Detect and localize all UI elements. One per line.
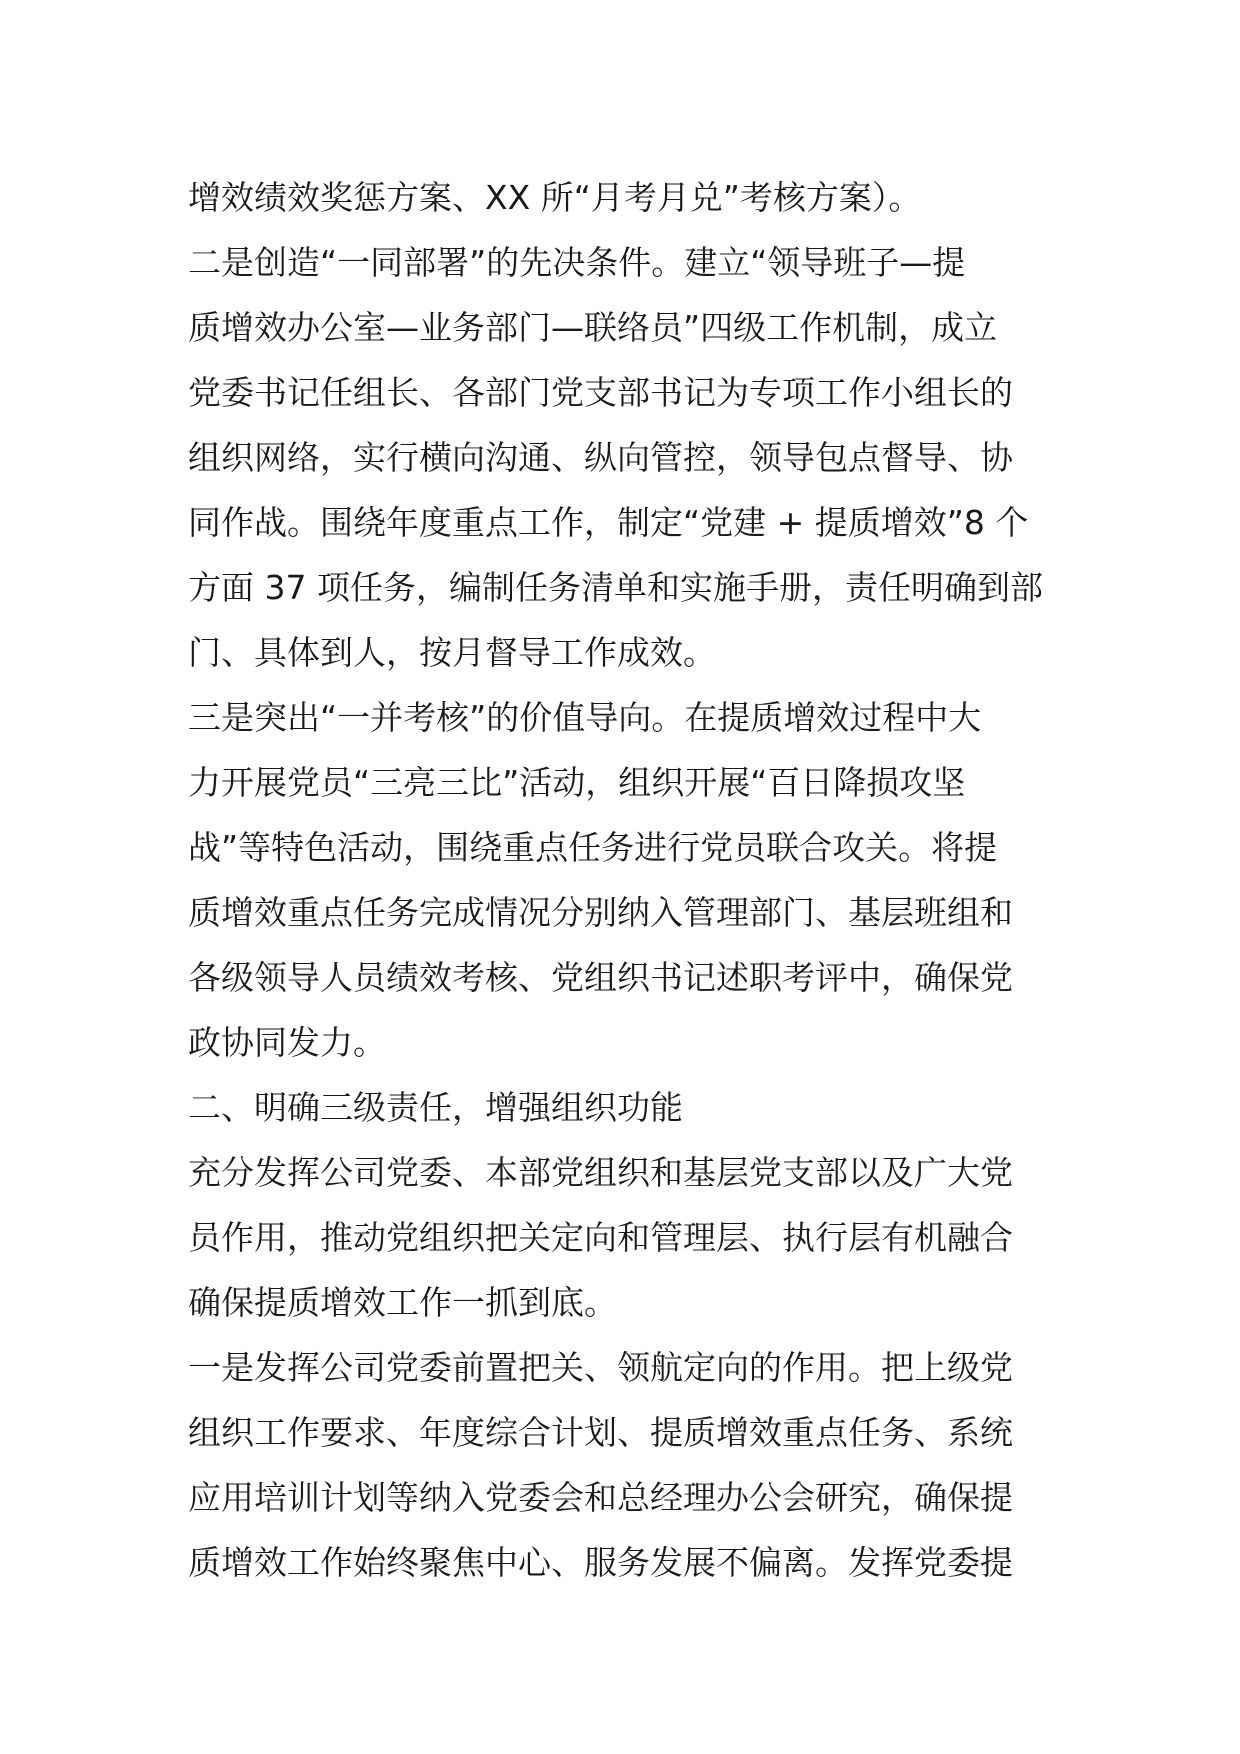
text-line: 增效绩效奖惩方案、XX 所“月考月兑”考核方案）。	[188, 178, 922, 217]
text-line: 力开展党员“三亮三比”活动，组织开展“百日降损攻坚	[188, 763, 966, 802]
text-line: 员作用，推动党组织把关定向和管理层、执行层有机融合	[188, 1218, 1013, 1257]
text-line: 充分发挥公司党委、本部党组织和基层党支部以及广大党	[188, 1153, 1013, 1192]
text-line: 三是突出“一并考核”的价值导向。在提质增效过程中大	[188, 698, 982, 737]
text-line: 应用培训计划等纳入党委会和总经理办公会研究，确保提	[188, 1478, 1013, 1517]
text-line: 质增效工作始终聚焦中心、服务发展不偏离。发挥党委提	[188, 1543, 1013, 1582]
text-line: 各级领导人员绩效考核、党组织书记述职考评中，确保党	[188, 958, 1013, 997]
text-line: 质增效办公室—业务部门—联络员”四级工作机制，成立	[188, 308, 998, 347]
document-body	[188, 165, 1058, 1595]
text-line: 组织工作要求、年度综合计划、提质增效重点任务、系统	[188, 1413, 1013, 1452]
text-line: 方面 37 项任务，编制任务清单和实施手册，责任明确到部	[188, 568, 1043, 607]
text-line: 二是创造“一同部署”的先决条件。建立“领导班子—提	[188, 243, 966, 282]
text-line: 政协同发力。	[188, 1023, 386, 1062]
text-line: 党委书记任组长、各部门党支部书记为专项工作小组长的	[188, 373, 1013, 412]
text-line: 门、具体到人，按月督导工作成效。	[188, 633, 716, 672]
text-line: 战”等特色活动，围绕重点任务进行党员联合攻关。将提	[188, 828, 998, 867]
text-line: 组织网络，实行横向沟通、纵向管控，领导包点督导、协	[188, 438, 1013, 477]
section-heading: 二、明确三级责任，增强组织功能	[188, 1088, 683, 1127]
text-line: 一是发挥公司党委前置把关、领航定向的作用。把上级党	[188, 1348, 1013, 1387]
text-line: 同作战。围绕年度重点工作，制定“党建 + 提质增效”8 个	[188, 503, 1029, 542]
text-line: 质增效重点任务完成情况分别纳入管理部门、基层班组和	[188, 893, 1013, 932]
text-line: 确保提质增效工作一抓到底。	[188, 1283, 617, 1322]
